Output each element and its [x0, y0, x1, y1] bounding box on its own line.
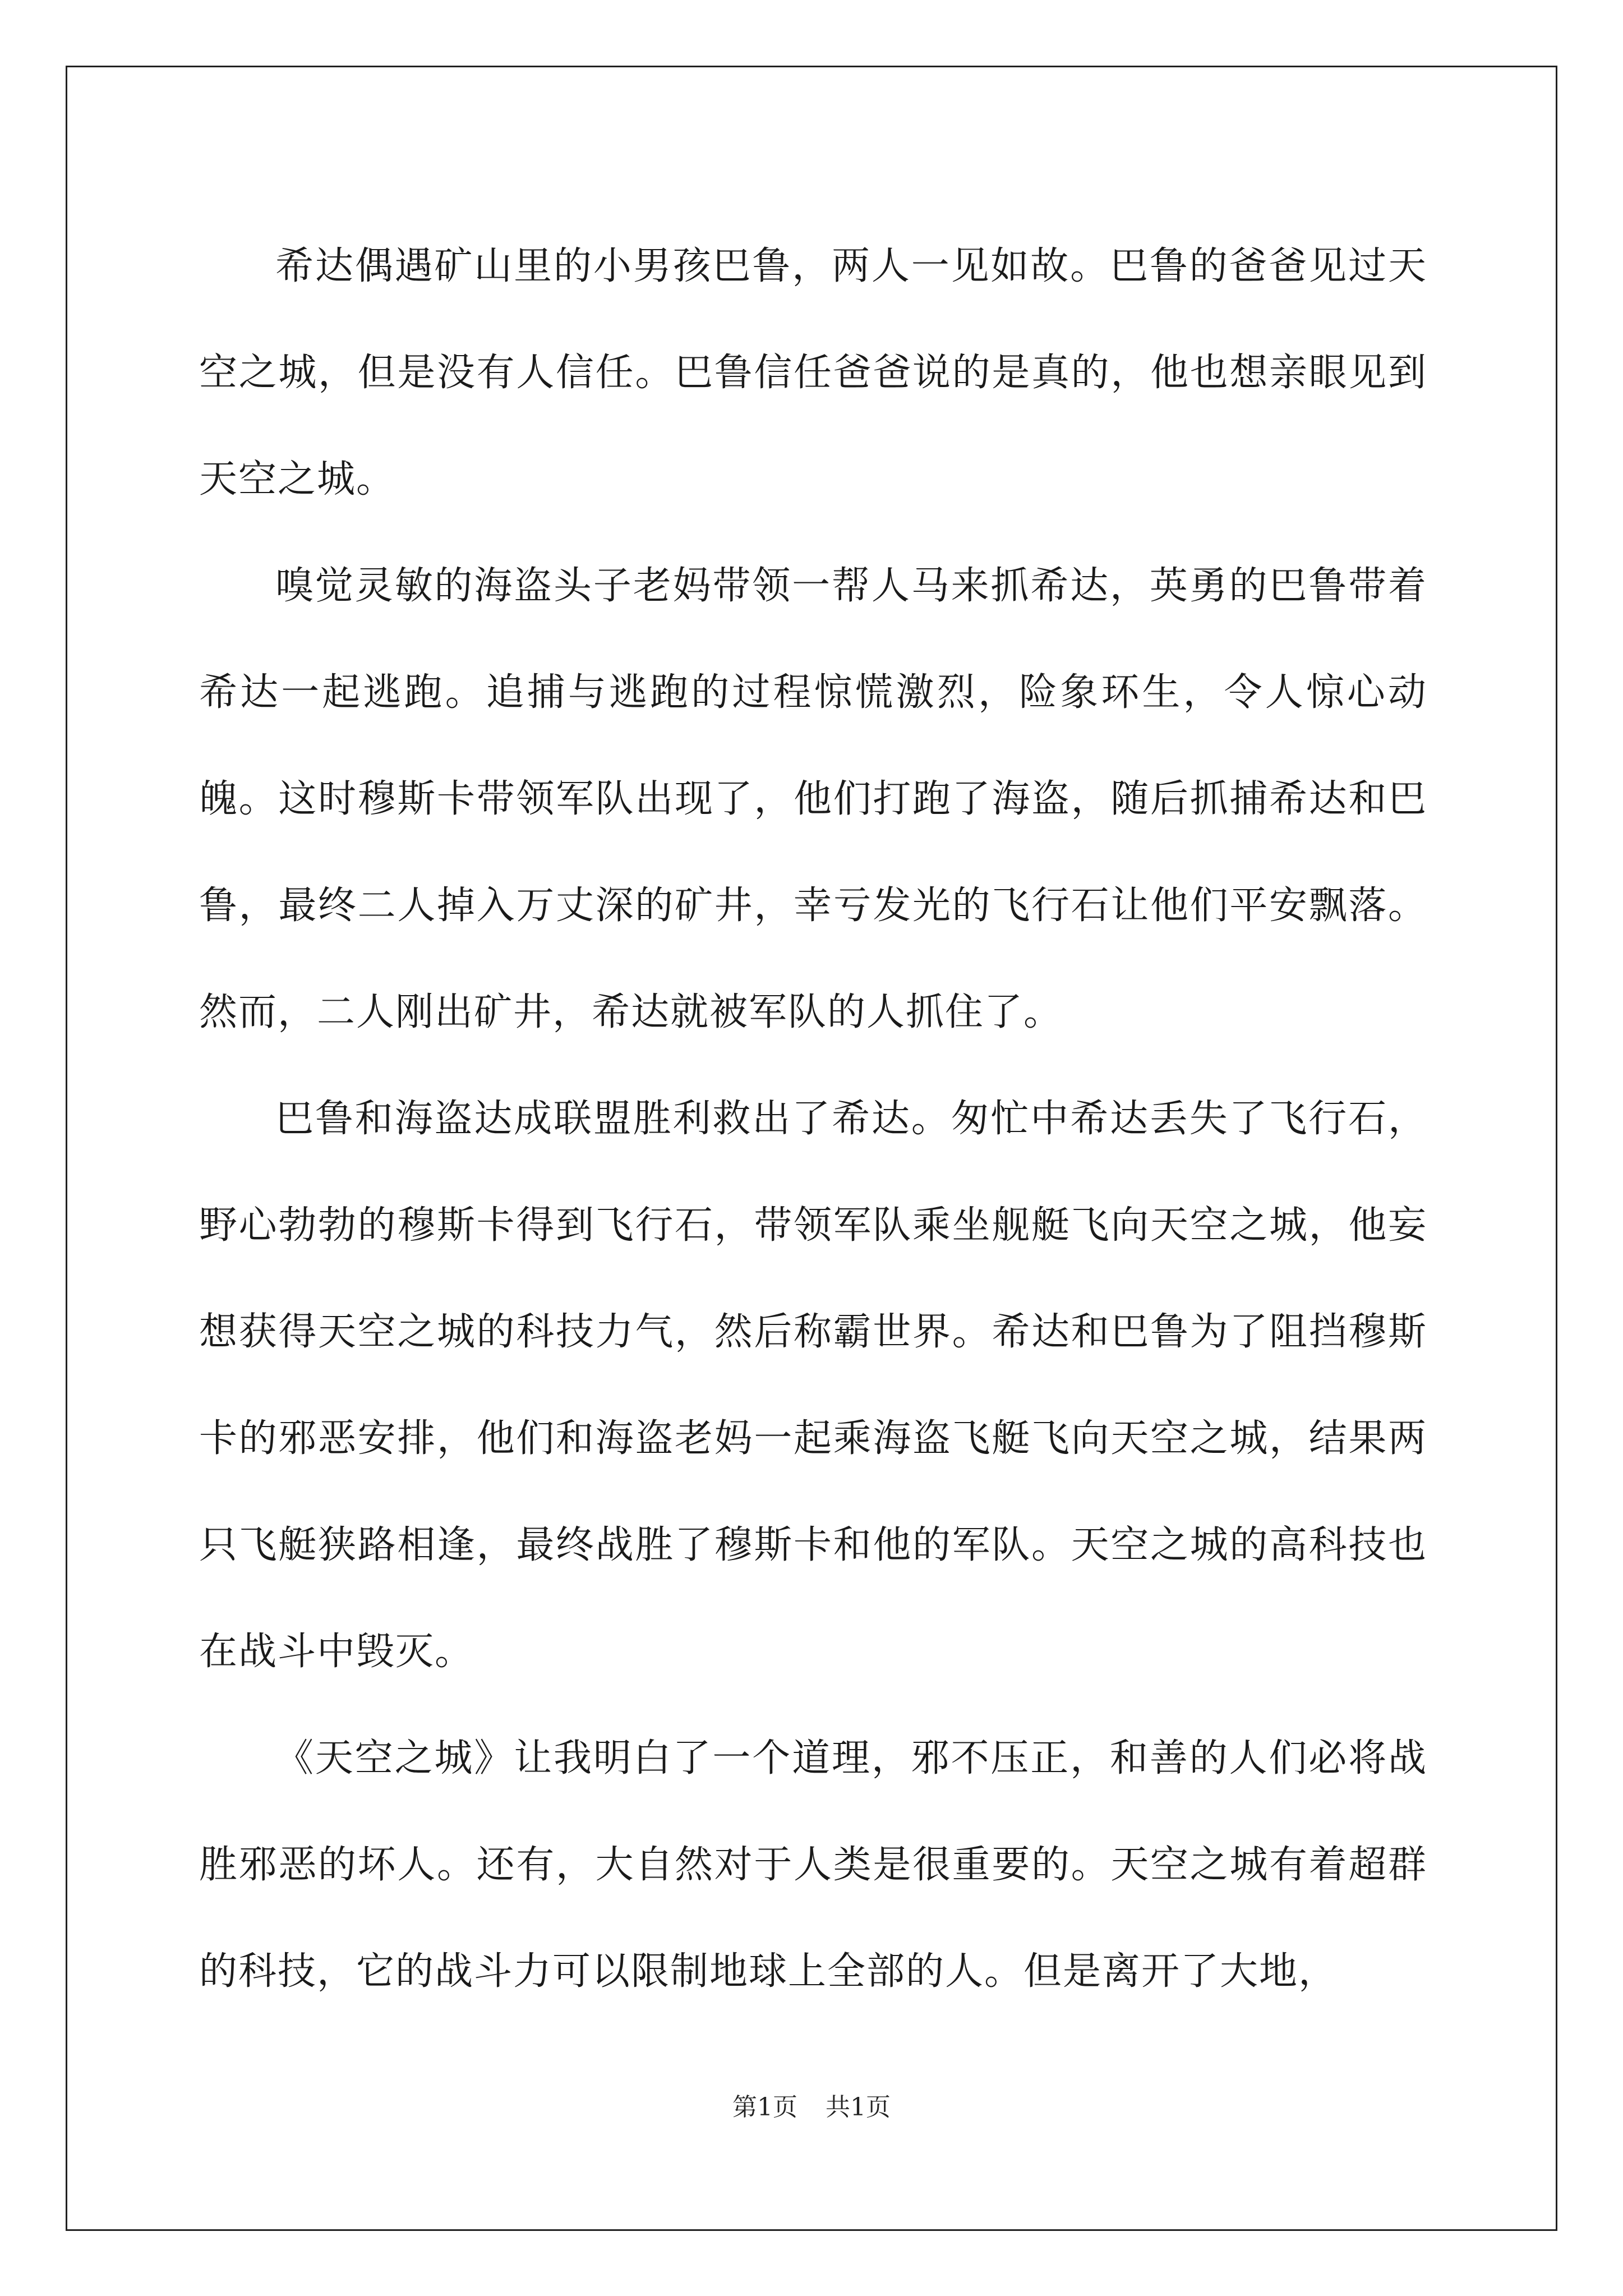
paragraph: 嗅觉灵敏的海盗头子老妈带领一帮人马来抓希达，英勇的巴鲁带着希达一起逃跑。追捕与逃跑的过程惊慌激烈，险象环生，令人惊心动魄。这时穆斯卡带领军队出现了，他们打跑了海盗，随后抓捕希达和巴鲁，最终二人掉入万丈深的矿井，幸亏发光的飞行石让他们平安飘落。 然而，二人刚出矿井，希达就被军队的人抓住了。	[199, 564, 1427, 1034]
page-number: 第1页	[732, 2093, 797, 2122]
document-body	[199, 213, 1427, 2025]
paragraph: 希达偶遇矿山里的小男孩巴鲁，两人一见如故。巴鲁的爸爸见过天空之城，但是没有人信任。巴鲁信任爸爸说的是真的，他也想亲眼见到天空之城。	[199, 244, 1427, 501]
page-total: 共1页	[826, 2093, 891, 2122]
paragraph: 巴鲁和海盗达成联盟胜利救出了希达。匆忙中希达丢失了飞行石，野心勃勃的穆斯卡得到飞行石，带领军队乘坐舰艇飞向天空之城，他妄想获得天空之城的科技力气，然后称霸世界。希达和巴鲁为了阻挡穆斯卡的邪恶安排，他们和海盗老妈一起乘海盗飞艇飞向天空之城，结果两只飞艇狭路相逢，最终战胜了穆斯卡和他的军队。天空之城的高科技也在战斗中毁灭。	[199, 1097, 1427, 1674]
paragraph: 《天空之城》让我明白了一个道理，邪不压正，和善的人们必将战胜邪恶的坏人。还有，大自然对于人类是很重要的。天空之城有着超群的科技，它的战斗力可以限制地球上全部的人。但是离开了大地，	[199, 1736, 1427, 1994]
page-footer	[0, 2087, 1623, 2123]
